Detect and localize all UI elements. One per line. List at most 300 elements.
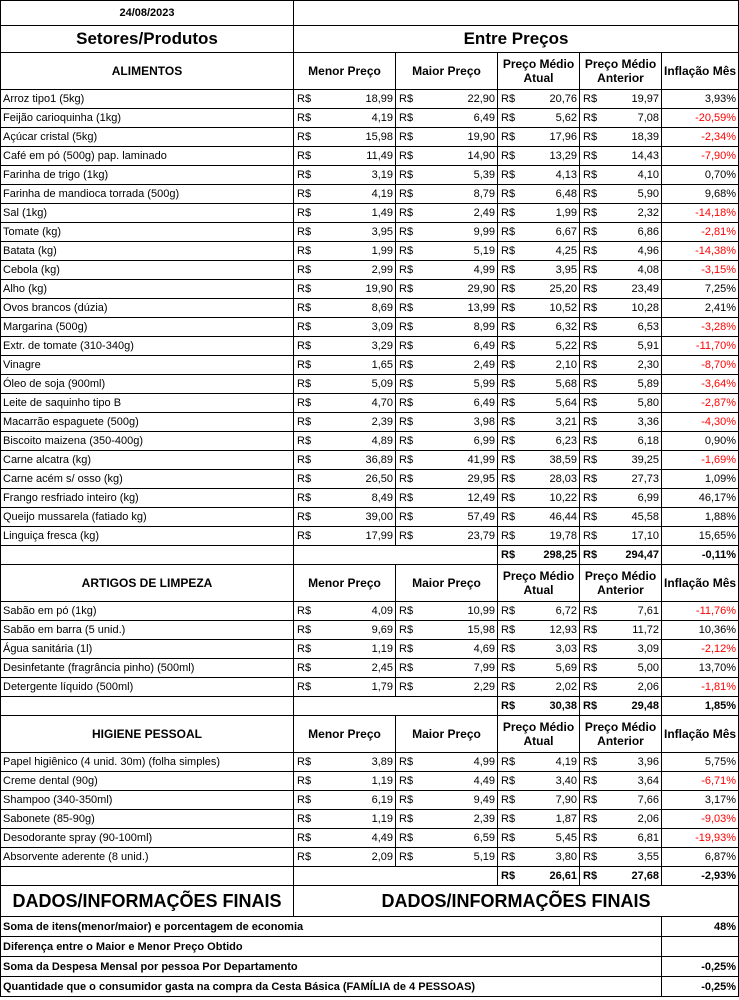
menor-value: 1,19	[316, 772, 396, 791]
table-row	[1, 602, 739, 621]
currency-label: R$	[294, 527, 316, 546]
currency-label: R$	[294, 375, 316, 394]
currency-label: R$	[396, 527, 418, 546]
currency-label: R$	[498, 90, 520, 109]
total-row	[1, 546, 739, 565]
inflation-value: 3,17%	[662, 791, 739, 810]
menor-value: 2,39	[316, 413, 396, 432]
atual-value: 5,62	[520, 109, 580, 128]
menor-value: 11,49	[316, 147, 396, 166]
table-row	[1, 640, 739, 659]
table-row	[1, 848, 739, 867]
currency-label: R$	[580, 470, 602, 489]
anterior-value: 39,25	[602, 451, 662, 470]
currency-label: R$	[498, 659, 520, 678]
currency-label: R$	[580, 810, 602, 829]
product-name: Cebola (kg)	[1, 261, 294, 280]
maior-value: 23,79	[418, 527, 498, 546]
header-menor: Menor Preço	[294, 53, 396, 90]
blank-cell	[1, 867, 294, 886]
table-row	[1, 508, 739, 527]
atual-value: 3,21	[520, 413, 580, 432]
final-value	[662, 937, 739, 957]
maior-value: 41,99	[418, 451, 498, 470]
product-name: Shampoo (340-350ml)	[1, 791, 294, 810]
maior-value: 6,49	[418, 394, 498, 413]
product-name: Água sanitária (1l)	[1, 640, 294, 659]
currency-label: R$	[580, 848, 602, 867]
currency-label: R$	[294, 394, 316, 413]
atual-value: 7,90	[520, 791, 580, 810]
product-name: Tomate (kg)	[1, 223, 294, 242]
product-name: Desinfetante (fragrância pinho) (500ml)	[1, 659, 294, 678]
currency-label: R$	[498, 829, 520, 848]
currency-label: R$	[294, 470, 316, 489]
product-name: Biscoito maizena (350-400g)	[1, 432, 294, 451]
title-row	[1, 26, 739, 53]
currency-label: R$	[294, 432, 316, 451]
menor-value: 4,09	[316, 602, 396, 621]
anterior-value: 19,97	[602, 90, 662, 109]
product-name: Arroz tipo1 (5kg)	[1, 90, 294, 109]
currency-label: R$	[294, 772, 316, 791]
total-inflacao: -0,11%	[662, 546, 739, 565]
total-inflacao: -2,93%	[662, 867, 739, 886]
inflation-value: 3,93%	[662, 90, 739, 109]
currency-label: R$	[294, 489, 316, 508]
prices-title: Entre Preços	[294, 26, 739, 53]
final-row	[1, 977, 739, 997]
atual-value: 5,22	[520, 337, 580, 356]
product-name: Queijo mussarela (fatiado kg)	[1, 508, 294, 527]
anterior-value: 5,90	[602, 185, 662, 204]
table-row	[1, 470, 739, 489]
currency-label: R$	[396, 602, 418, 621]
maior-value: 6,49	[418, 337, 498, 356]
total-row	[1, 697, 739, 716]
table-row	[1, 772, 739, 791]
currency-label: R$	[396, 242, 418, 261]
currency-label: R$	[498, 640, 520, 659]
currency-label: R$	[580, 394, 602, 413]
currency-label: R$	[580, 772, 602, 791]
atual-value: 38,59	[520, 451, 580, 470]
atual-value: 17,96	[520, 128, 580, 147]
currency-label: R$	[498, 546, 520, 565]
currency-label: R$	[294, 185, 316, 204]
menor-value: 4,70	[316, 394, 396, 413]
currency-label: R$	[498, 867, 520, 886]
header-inflacao: Inflação Mês	[662, 716, 739, 753]
inflation-value: -3,28%	[662, 318, 739, 337]
inflation-value: -11,76%	[662, 602, 739, 621]
currency-label: R$	[580, 489, 602, 508]
currency-label: R$	[498, 185, 520, 204]
anterior-value: 5,80	[602, 394, 662, 413]
inflation-value: -2,87%	[662, 394, 739, 413]
currency-label: R$	[294, 602, 316, 621]
blank-cell	[1, 697, 294, 716]
total-inflacao: 1,85%	[662, 697, 739, 716]
atual-value: 3,03	[520, 640, 580, 659]
currency-label: R$	[580, 659, 602, 678]
anterior-value: 3,64	[602, 772, 662, 791]
inflation-value: 2,41%	[662, 299, 739, 318]
table-row	[1, 375, 739, 394]
blank-cell	[1, 546, 294, 565]
menor-value: 4,89	[316, 432, 396, 451]
currency-label: R$	[498, 242, 520, 261]
blank-cell	[294, 546, 498, 565]
atual-value: 12,93	[520, 621, 580, 640]
currency-label: R$	[294, 128, 316, 147]
header-maior: Maior Preço	[396, 716, 498, 753]
currency-label: R$	[580, 90, 602, 109]
product-name: Açúcar cristal (5kg)	[1, 128, 294, 147]
product-name: Sal (1kg)	[1, 204, 294, 223]
currency-label: R$	[498, 810, 520, 829]
currency-label: R$	[580, 602, 602, 621]
inflation-value: -14,38%	[662, 242, 739, 261]
atual-value: 5,68	[520, 375, 580, 394]
maior-value: 10,99	[418, 602, 498, 621]
maior-value: 7,99	[418, 659, 498, 678]
currency-label: R$	[498, 147, 520, 166]
currency-label: R$	[498, 394, 520, 413]
inflation-value: -19,93%	[662, 829, 739, 848]
atual-value: 5,45	[520, 829, 580, 848]
total-atual: 26,61	[520, 867, 580, 886]
currency-label: R$	[294, 829, 316, 848]
anterior-value: 3,55	[602, 848, 662, 867]
anterior-value: 5,89	[602, 375, 662, 394]
currency-label: R$	[294, 299, 316, 318]
currency-label: R$	[294, 451, 316, 470]
anterior-value: 6,99	[602, 489, 662, 508]
table-row	[1, 204, 739, 223]
header-atual: Preço Médio Atual	[498, 53, 580, 90]
currency-label: R$	[396, 147, 418, 166]
table-row	[1, 659, 739, 678]
currency-label: R$	[580, 640, 602, 659]
table-row	[1, 810, 739, 829]
product-name: Ovos brancos (dúzia)	[1, 299, 294, 318]
menor-value: 3,95	[316, 223, 396, 242]
maior-value: 19,90	[418, 128, 498, 147]
menor-value: 1,99	[316, 242, 396, 261]
menor-value: 1,19	[316, 640, 396, 659]
anterior-value: 2,06	[602, 678, 662, 697]
currency-label: R$	[580, 508, 602, 527]
currency-label: R$	[396, 753, 418, 772]
menor-value: 1,19	[316, 810, 396, 829]
currency-label: R$	[580, 166, 602, 185]
currency-label: R$	[580, 223, 602, 242]
anterior-value: 3,96	[602, 753, 662, 772]
currency-label: R$	[580, 109, 602, 128]
atual-value: 6,23	[520, 432, 580, 451]
inflation-value: -1,69%	[662, 451, 739, 470]
inflation-value: 6,87%	[662, 848, 739, 867]
menor-value: 39,00	[316, 508, 396, 527]
table-row	[1, 527, 739, 546]
maior-value: 9,49	[418, 791, 498, 810]
currency-label: R$	[498, 318, 520, 337]
currency-label: R$	[396, 451, 418, 470]
product-name: Frango resfriado inteiro (kg)	[1, 489, 294, 508]
currency-label: R$	[396, 166, 418, 185]
atual-value: 46,44	[520, 508, 580, 527]
maior-value: 6,99	[418, 432, 498, 451]
menor-value: 36,89	[316, 451, 396, 470]
maior-value: 12,49	[418, 489, 498, 508]
date-row	[1, 1, 739, 26]
currency-label: R$	[580, 128, 602, 147]
anterior-value: 2,06	[602, 810, 662, 829]
header-menor: Menor Preço	[294, 565, 396, 602]
menor-value: 5,09	[316, 375, 396, 394]
atual-value: 4,13	[520, 166, 580, 185]
currency-label: R$	[580, 413, 602, 432]
currency-label: R$	[396, 621, 418, 640]
inflation-value: 10,36%	[662, 621, 739, 640]
currency-label: R$	[580, 791, 602, 810]
date-cell: 24/08/2023	[1, 1, 294, 26]
maior-value: 5,19	[418, 242, 498, 261]
total-anterior: 29,48	[602, 697, 662, 716]
inflation-value: 0,70%	[662, 166, 739, 185]
currency-label: R$	[396, 299, 418, 318]
currency-label: R$	[498, 791, 520, 810]
blank-cell	[294, 697, 498, 716]
table-row	[1, 337, 739, 356]
final-label: Diferença entre o Maior e Menor Preço Obtido	[1, 937, 662, 957]
blank-cell	[294, 1, 739, 26]
inflation-value: -11,70%	[662, 337, 739, 356]
currency-label: R$	[498, 413, 520, 432]
blank-cell	[294, 867, 498, 886]
menor-value: 26,50	[316, 470, 396, 489]
total-row	[1, 867, 739, 886]
menor-value: 2,45	[316, 659, 396, 678]
anterior-value: 11,72	[602, 621, 662, 640]
currency-label: R$	[396, 432, 418, 451]
maior-value: 4,99	[418, 261, 498, 280]
currency-label: R$	[580, 356, 602, 375]
currency-label: R$	[498, 109, 520, 128]
currency-label: R$	[294, 413, 316, 432]
maior-value: 8,99	[418, 318, 498, 337]
currency-label: R$	[498, 697, 520, 716]
maior-value: 4,99	[418, 753, 498, 772]
anterior-value: 23,49	[602, 280, 662, 299]
anterior-value: 18,39	[602, 128, 662, 147]
currency-label: R$	[294, 261, 316, 280]
currency-label: R$	[396, 848, 418, 867]
final-label: Soma da Despesa Mensal por pessoa Por Departamento	[1, 957, 662, 977]
product-name: Feijão carioquinha (1kg)	[1, 109, 294, 128]
final-label: Quantidade que o consumidor gasta na compra da Cesta Básica (FAMÍLIA de 4 PESSOAS)	[1, 977, 662, 997]
table-row	[1, 242, 739, 261]
currency-label: R$	[294, 280, 316, 299]
anterior-value: 5,91	[602, 337, 662, 356]
final-header	[1, 886, 739, 917]
table-row	[1, 90, 739, 109]
menor-value: 1,79	[316, 678, 396, 697]
anterior-value: 7,08	[602, 109, 662, 128]
section-name: HIGIENE PESSOAL	[1, 716, 294, 753]
atual-value: 6,67	[520, 223, 580, 242]
currency-label: R$	[294, 508, 316, 527]
currency-label: R$	[498, 128, 520, 147]
currency-label: R$	[498, 337, 520, 356]
product-name: Margarina (500g)	[1, 318, 294, 337]
anterior-value: 4,10	[602, 166, 662, 185]
inflation-value: 15,65%	[662, 527, 739, 546]
menor-value: 3,29	[316, 337, 396, 356]
currency-label: R$	[294, 242, 316, 261]
maior-value: 4,49	[418, 772, 498, 791]
table-row	[1, 166, 739, 185]
product-name: Detergente líquido (500ml)	[1, 678, 294, 697]
table-row	[1, 223, 739, 242]
currency-label: R$	[396, 375, 418, 394]
currency-label: R$	[294, 109, 316, 128]
currency-label: R$	[498, 621, 520, 640]
menor-value: 4,19	[316, 109, 396, 128]
table-row	[1, 451, 739, 470]
currency-label: R$	[396, 829, 418, 848]
currency-label: R$	[396, 489, 418, 508]
header-menor: Menor Preço	[294, 716, 396, 753]
table-row	[1, 280, 739, 299]
table-row	[1, 413, 739, 432]
final-title-right: DADOS/INFORMAÇÕES FINAIS	[294, 886, 739, 917]
currency-label: R$	[294, 791, 316, 810]
header-anterior: Preço Médio Anterior	[580, 565, 662, 602]
maior-value: 57,49	[418, 508, 498, 527]
atual-value: 5,64	[520, 394, 580, 413]
atual-value: 4,25	[520, 242, 580, 261]
final-title-left: DADOS/INFORMAÇÕES FINAIS	[1, 886, 294, 917]
currency-label: R$	[580, 261, 602, 280]
product-name: Batata (kg)	[1, 242, 294, 261]
section-name: ALIMENTOS	[1, 53, 294, 90]
atual-value: 1,99	[520, 204, 580, 223]
currency-label: R$	[580, 678, 602, 697]
final-label: Soma de itens(menor/maior) e porcentagem de economia	[1, 917, 662, 937]
currency-label: R$	[396, 678, 418, 697]
anterior-value: 14,43	[602, 147, 662, 166]
currency-label: R$	[396, 261, 418, 280]
table-row	[1, 185, 739, 204]
atual-value: 13,29	[520, 147, 580, 166]
anterior-value: 2,32	[602, 204, 662, 223]
anterior-value: 3,09	[602, 640, 662, 659]
product-name: Linguiça fresca (kg)	[1, 527, 294, 546]
menor-value: 18,99	[316, 90, 396, 109]
section-header	[1, 716, 739, 753]
header-atual: Preço Médio Atual	[498, 716, 580, 753]
section-header	[1, 53, 739, 90]
anterior-value: 6,81	[602, 829, 662, 848]
table-row	[1, 489, 739, 508]
currency-label: R$	[396, 640, 418, 659]
currency-label: R$	[294, 223, 316, 242]
section-header	[1, 565, 739, 602]
anterior-value: 6,86	[602, 223, 662, 242]
atual-value: 19,78	[520, 527, 580, 546]
section-name: ARTIGOS DE LIMPEZA	[1, 565, 294, 602]
table-row	[1, 394, 739, 413]
currency-label: R$	[580, 299, 602, 318]
table-row	[1, 299, 739, 318]
currency-label: R$	[396, 791, 418, 810]
product-name: Óleo de soja (900ml)	[1, 375, 294, 394]
currency-label: R$	[580, 204, 602, 223]
atual-value: 3,95	[520, 261, 580, 280]
currency-label: R$	[580, 242, 602, 261]
final-row	[1, 937, 739, 957]
menor-value: 2,99	[316, 261, 396, 280]
atual-value: 2,10	[520, 356, 580, 375]
maior-value: 5,99	[418, 375, 498, 394]
product-name: Creme dental (90g)	[1, 772, 294, 791]
table-row	[1, 147, 739, 166]
currency-label: R$	[396, 204, 418, 223]
anterior-value: 7,61	[602, 602, 662, 621]
anterior-value: 2,30	[602, 356, 662, 375]
final-row	[1, 917, 739, 937]
product-name: Alho (kg)	[1, 280, 294, 299]
table-row	[1, 829, 739, 848]
menor-value: 3,89	[316, 753, 396, 772]
currency-label: R$	[294, 147, 316, 166]
final-value: -0,25%	[662, 977, 739, 997]
anterior-value: 6,18	[602, 432, 662, 451]
anterior-value: 45,58	[602, 508, 662, 527]
header-anterior: Preço Médio Anterior	[580, 53, 662, 90]
inflation-value: 7,25%	[662, 280, 739, 299]
total-anterior: 294,47	[602, 546, 662, 565]
product-name: Leite de saquinho tipo B	[1, 394, 294, 413]
currency-label: R$	[498, 432, 520, 451]
currency-label: R$	[580, 829, 602, 848]
inflation-value: 1,09%	[662, 470, 739, 489]
anterior-value: 17,10	[602, 527, 662, 546]
atual-value: 6,48	[520, 185, 580, 204]
currency-label: R$	[294, 810, 316, 829]
inflation-value: 13,70%	[662, 659, 739, 678]
menor-value: 8,69	[316, 299, 396, 318]
menor-value: 3,09	[316, 318, 396, 337]
currency-label: R$	[580, 280, 602, 299]
inflation-value: -3,15%	[662, 261, 739, 280]
table-row	[1, 109, 739, 128]
sectors-title: Setores/Produtos	[1, 26, 294, 53]
product-name: Carne acém s/ osso (kg)	[1, 470, 294, 489]
atual-value: 25,20	[520, 280, 580, 299]
maior-value: 14,90	[418, 147, 498, 166]
product-name: Sabão em barra (5 unid.)	[1, 621, 294, 640]
atual-value: 3,80	[520, 848, 580, 867]
currency-label: R$	[396, 280, 418, 299]
currency-label: R$	[580, 527, 602, 546]
maior-value: 8,79	[418, 185, 498, 204]
total-anterior: 27,68	[602, 867, 662, 886]
inflation-value: -4,30%	[662, 413, 739, 432]
table-row	[1, 791, 739, 810]
